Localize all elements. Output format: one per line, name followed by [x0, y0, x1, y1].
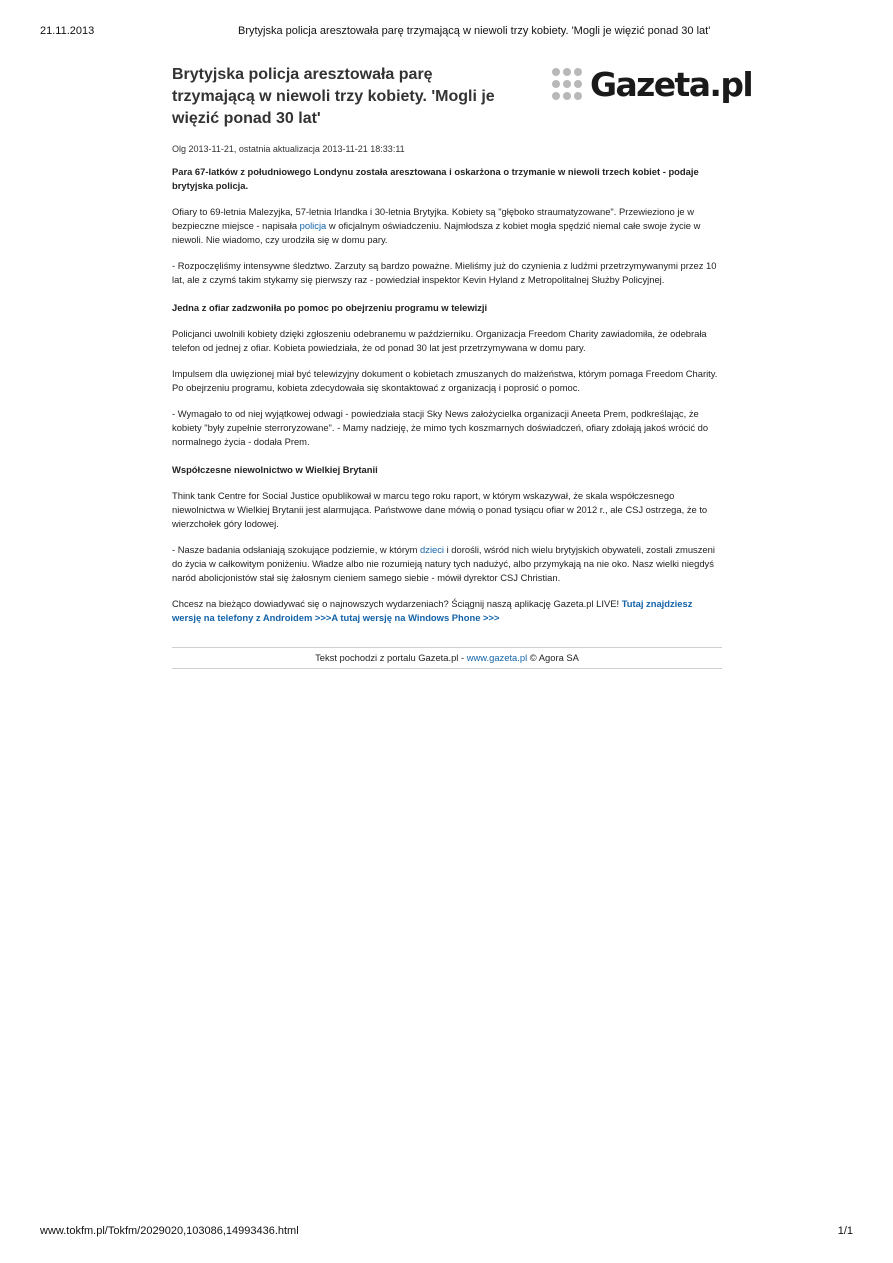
- article-title: Brytyjska policja aresztowała parę trzymającą w niewoli trzy kobiety. 'Mogli je więzić ponad 30 lat': [172, 66, 495, 127]
- paragraph-4: Impulsem dla uwięzionej miał być telewizyjny dokument o kobietach zmuszanych do małżeństwa, którym pomaga Freedom Charity. Po obejrzeniu programu, kobieta zdecydowała się skontaktować z organizacją i poprosić o pomoc.: [172, 368, 718, 393]
- paragraph-5: - Wymagało to od niej wyjątkowej odwagi - powiedziała stacji Sky News założycielka organizacji Aneeta Prem, podkreślając, że kobiety "były zupełnie sterroryzowane". - Mamy nadzieję, że mimo tych koszmarnych doświadczeń, ofiary zdołają jakoś wrócić do normalnego życia - dodała Prem.: [172, 408, 709, 447]
- print-page-number: 1/1: [837, 1225, 853, 1237]
- link-gazeta[interactable]: www.gazeta.pl: [466, 652, 528, 663]
- subheading-1: Jedna z ofiar zadzwoniła po pomoc po obejrzeniu programu w telewizji: [172, 302, 488, 313]
- subheading-2: Współczesne niewolnictwo w Wielkiej Brytanii: [172, 464, 378, 475]
- paragraph-7: - Nasze badania odsłaniają szokujące podziemie, w którym dzieci i dorośli, wśród nich wielu brytyjskich obywateli, zostali zmuszeni do życia w całkowitym poniżeniu. Władze albo nie rozumieją natury tych nadużyć, albo przymykają na nie oko. Nasz wielki niegdyś naród abolicjonistów stał się żałosnym cieniem samego siebie - mówił dyrektor CSJ Christian.: [172, 544, 715, 583]
- paragraph-2: - Rozpoczęliśmy intensywne śledztwo. Zarzuty są bardzo poważne. Mieliśmy już do czynienia z ludźmi przetrzymywanymi przez 10 lat, ale z czymś takim stykamy się pierwszy raz - powiedział inspektor Kevin Hyland z Metropolitalnej Służby Policyjnej.: [172, 260, 717, 285]
- print-page-title: Brytyjska policja aresztowała parę trzymającą w niewoli trzy kobiety. 'Mogli je więzić ponad 30 lat': [238, 25, 711, 37]
- article-meta: Olg 2013-11-21, ostatnia aktualizacja 2013-11-21 18:33:11: [172, 144, 405, 154]
- paragraph-8: Chcesz na bieżąco dowiadywać się o najnowszych wydarzeniach? Ściągnij naszą aplikację Gazeta.pl LIVE! Tutaj znajdziesz wersję na telefony z Androidem >>>A tutaj wersję na Windows Phone >>>: [172, 598, 693, 623]
- source-footer: Tekst pochodzi z portalu Gazeta.pl - www.gazeta.pl © Agora SA: [172, 647, 722, 669]
- article: [172, 64, 722, 669]
- link-policja[interactable]: policja: [299, 220, 327, 231]
- link-dzieci[interactable]: dzieci: [420, 544, 445, 555]
- paragraph-3: Policjanci uwolnili kobiety dzięki zgłoszeniu odebranemu w październiku. Organizacja Freedom Charity zawiadomiła, że odebrała telefon od jednej z ofiar. Kobieta powiedziała, że od ponad 30 lat jest przetrzymywana w domu pary.: [172, 328, 707, 353]
- link-windows-phone[interactable]: A tutaj wersję na Windows Phone >>>: [331, 612, 500, 623]
- print-date: 21.11.2013: [40, 25, 95, 37]
- paragraph-6: Think tank Centre for Social Justice opublikował w marcu tego roku raport, w którym wskazywał, że skala współczesnego niewolnictwa w Wielkiej Brytanii jest alarmująca. Państwowe dane mówią o ponad tysiącu ofiar w 2012 r., ale CSJ ostrzega, że to wierzchołek góry lodowej.: [172, 490, 708, 529]
- article-lead: Para 67-latków z południowego Londynu została aresztowana i oskarżona o trzymanie w niewoli trzech kobiet - podaje brytyjska policja.: [172, 166, 699, 191]
- print-url: www.tokfm.pl/Tokfm/2029020,103086,14993436.html: [40, 1225, 299, 1237]
- link-android[interactable]: Tutaj znajdziesz wersję na telefony z Androidem >>>: [172, 598, 693, 623]
- logo-text: Gazeta.pl: [590, 65, 753, 104]
- paragraph-1: Ofiary to 69-letnia Malezyjka, 57-letnia Irlandka i 30-letnia Brytyjka. Kobiety są "głęboko straumatyzowane". Przewieziono je w bezpieczne miejsce - napisała policja w oficjalnym oświadczeniu. Najmłodsza z kobiet mogła spędzić niemal całe swoje życie w niewoli. Nie wiadomo, czy urodziła się w domu pary.: [172, 206, 701, 245]
